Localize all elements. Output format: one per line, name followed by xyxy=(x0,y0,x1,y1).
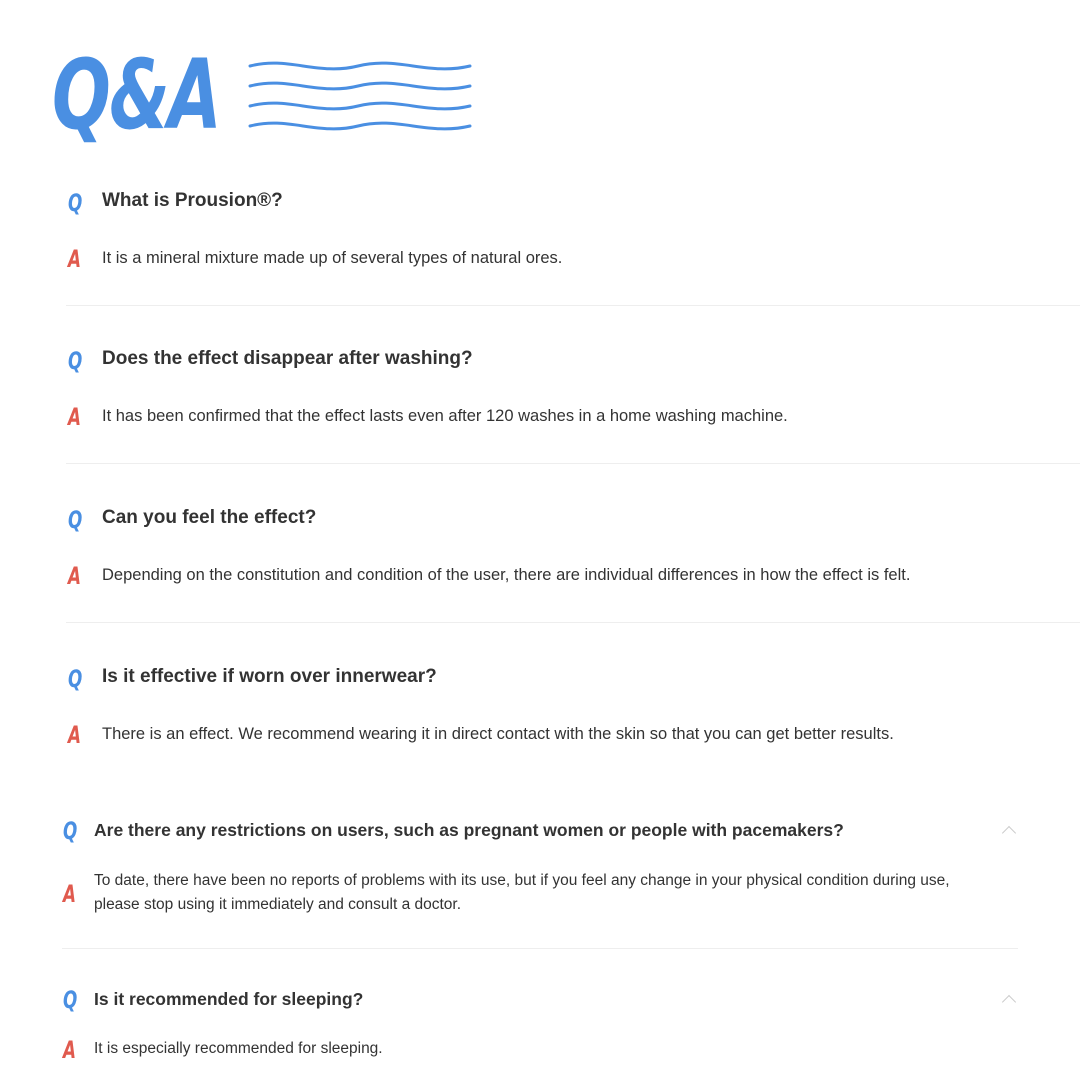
faq-question[interactable]: Are there any restrictions on users, such as pregnant women or people with pacemakers? xyxy=(94,820,844,840)
question-mark-label: Q xyxy=(63,817,78,845)
qa-header xyxy=(52,40,432,150)
divider xyxy=(66,305,1080,306)
question-mark-label: Q xyxy=(68,665,83,693)
divider xyxy=(66,463,1080,464)
answer-mark-label: A xyxy=(68,245,82,273)
faq-answer: It has been confirmed that the effect lasts even after 120 washes in a home washing machine. xyxy=(102,407,788,425)
faq-item[interactable] xyxy=(0,180,1080,306)
question-mark-label: Q xyxy=(68,189,83,217)
faq-question[interactable]: Is it effective if worn over innerwear? xyxy=(102,666,437,687)
answer-mark-label: A xyxy=(63,1036,77,1064)
faq-item[interactable] xyxy=(0,656,1080,766)
faq-item[interactable] xyxy=(0,977,1080,1077)
answer-mark-label: A xyxy=(68,721,82,749)
faq-answer: To date, there have been no reports of problems with its use, but if you feel any change in your physical condition during use, please stop using it immediately and consult a doctor. xyxy=(94,872,950,913)
chevron-up-icon[interactable] xyxy=(1002,826,1016,840)
wave-lines-icon xyxy=(248,58,472,134)
faq-answer: Depending on the constitution and condition of the user, there are individual differences in how the effect is felt. xyxy=(102,566,911,584)
faq-item[interactable] xyxy=(0,497,1080,623)
faq-answer: There is an effect. We recommend wearing it in direct contact with the skin so that you can get better results. xyxy=(102,725,894,743)
faq-answer: It is a mineral mixture made up of several types of natural ores. xyxy=(102,249,563,267)
answer-mark-label: A xyxy=(63,880,77,908)
divider xyxy=(62,948,1018,949)
faq-answer: It is especially recommended for sleeping. xyxy=(94,1040,383,1057)
faq-question[interactable]: Does the effect disappear after washing? xyxy=(102,348,473,369)
chevron-up-icon[interactable] xyxy=(1002,995,1016,1009)
faq-item[interactable] xyxy=(0,338,1080,464)
question-mark-label: Q xyxy=(68,347,83,375)
qa-title-logo: Q&A xyxy=(52,39,221,151)
faq-question[interactable]: What is Prousion®? xyxy=(102,190,283,211)
question-mark-label: Q xyxy=(68,506,83,534)
answer-mark-label: A xyxy=(68,562,82,590)
faq-item[interactable] xyxy=(0,808,1080,950)
question-mark-label: Q xyxy=(63,986,78,1014)
faq-question[interactable]: Is it recommended for sleeping? xyxy=(94,989,364,1009)
faq-question[interactable]: Can you feel the effect? xyxy=(102,507,317,528)
answer-mark-label: A xyxy=(68,403,82,431)
divider xyxy=(66,622,1080,623)
